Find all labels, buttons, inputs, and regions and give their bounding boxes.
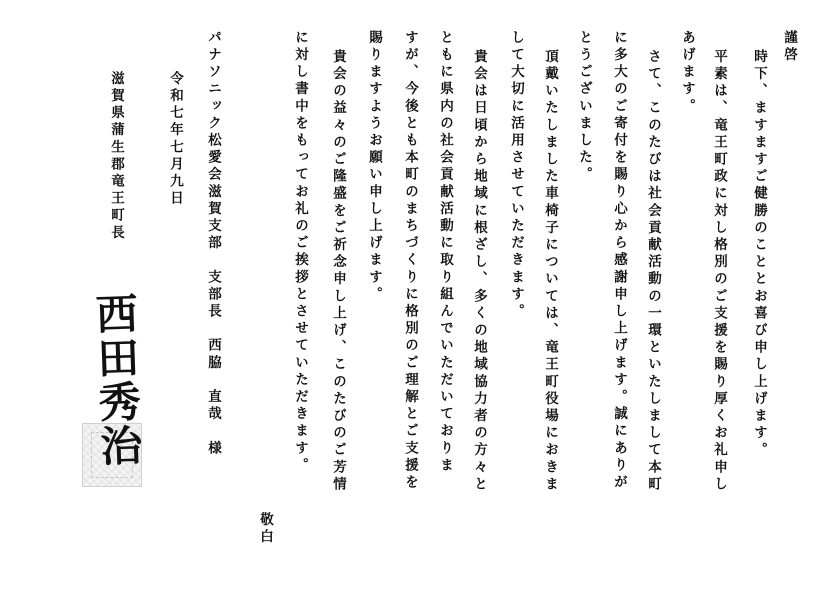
body-line-13: 貴会の益々のご隆盛をご祈念申し上げ、このたびのご芳情 — [330, 49, 346, 494]
body-line-4: さて、このたびは社会貢献活動の一環といたしまして本町 — [645, 49, 661, 494]
body-line-7: 頂戴いたしました車椅子については、竜王町役場におきま — [542, 49, 558, 494]
sender-title: 滋賀県蒲生郡竜王町長 — [108, 71, 124, 242]
closing: 敬白 — [257, 512, 273, 547]
body-line-3: あげます。 — [679, 30, 695, 116]
body-line-9: 貴会は日頃から地域に根ざし、多くの地域協力者の方々と — [471, 49, 487, 494]
body-line-11: すが、今後とも本町のまちづくりに格別のご理解とご支援を — [402, 30, 418, 492]
addressee: パナソニック松愛会滋賀支部 支部長 西脇 直哉 様 — [205, 30, 221, 458]
body-line-10: ともに県内の社会貢献活動に取り組んでいただいておりま — [437, 30, 453, 475]
body-line-2: 平素は、竜王町政に対し格別のご支援を賜り厚くお礼申し — [711, 49, 727, 494]
body-line-1: 時下、ますますご健勝のこととお喜び申し上げます。 — [751, 49, 767, 460]
body-line-6: とうございました。 — [576, 30, 592, 184]
salutation: 謹啓 — [781, 30, 797, 65]
body-line-12: 賜りますようお願い申し上げます。 — [366, 30, 382, 304]
body-line-5: に多大のご寄付を賜り心から感謝申し上げます。誠にありが — [611, 30, 627, 492]
sender-signature: 西田秀治 — [88, 291, 145, 469]
body-line-8: して大切に活用させていただきます。 — [508, 30, 524, 321]
body-line-14: に対し書中をもってお礼のご挨拶とさせていただきます。 — [292, 30, 308, 475]
letter-date: 令和七年七月九日 — [167, 71, 183, 208]
